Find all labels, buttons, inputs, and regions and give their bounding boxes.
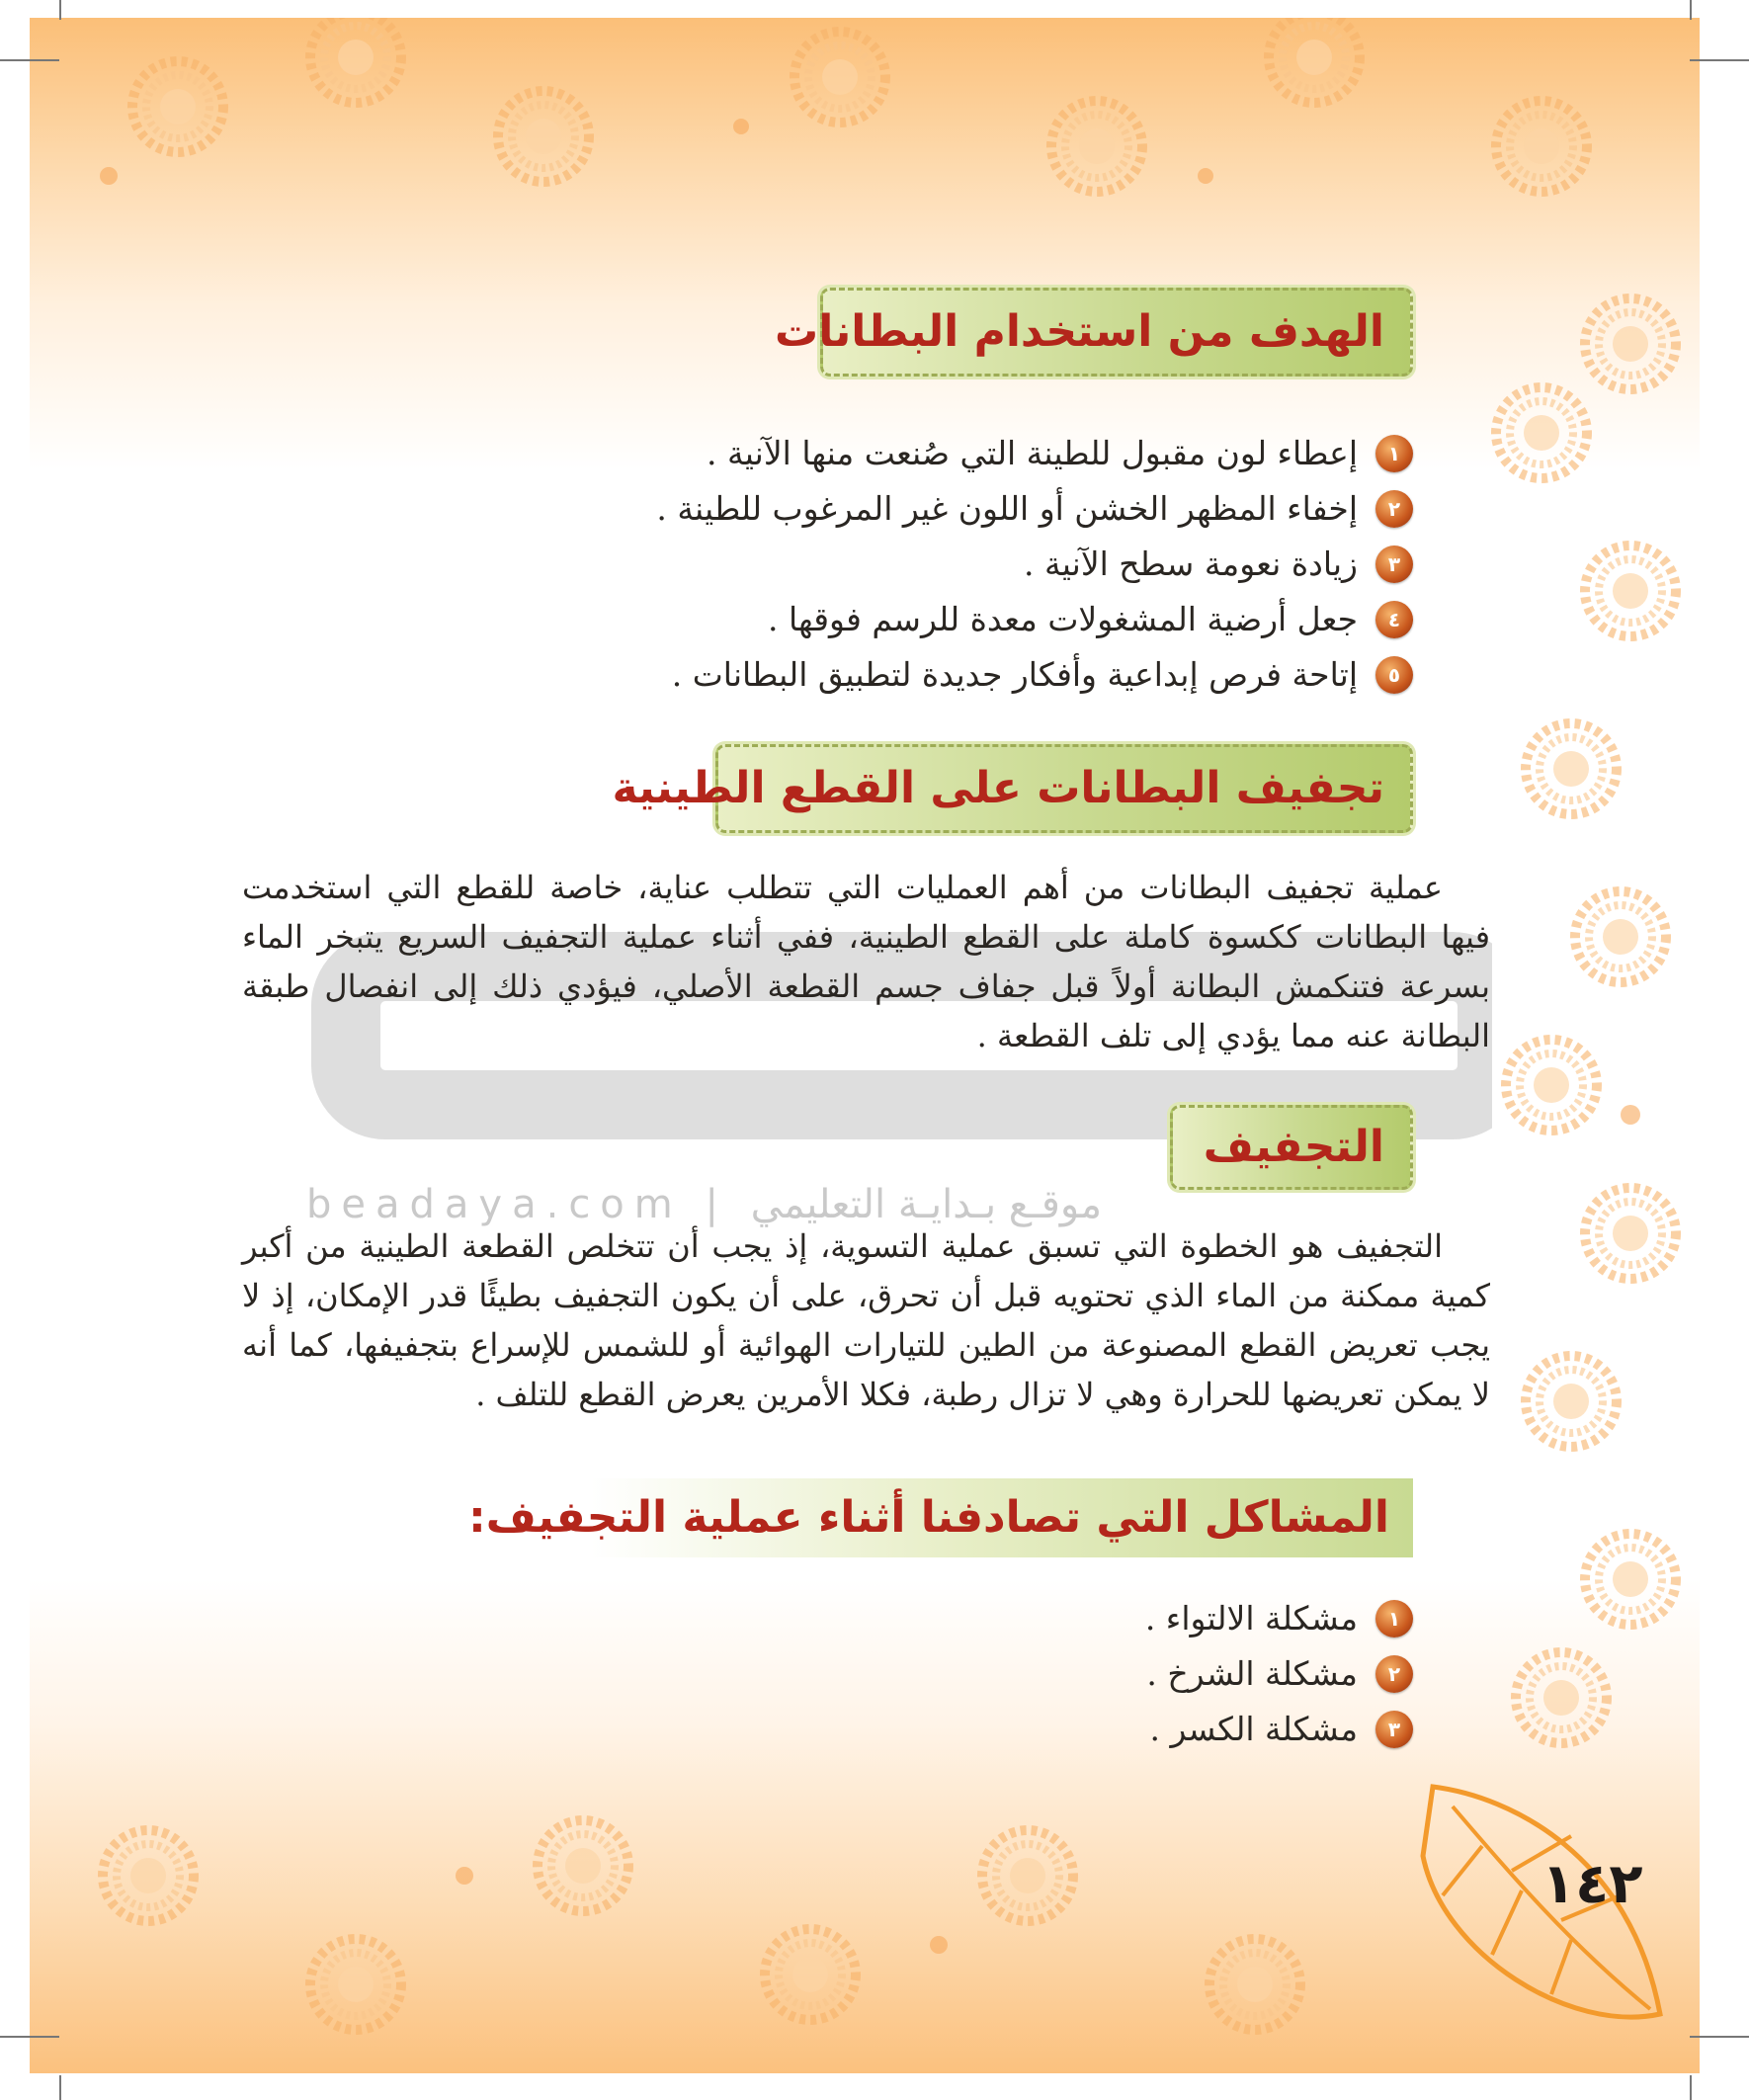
problems-heading-banner: [468, 1478, 1413, 1557]
number-badge-icon: ٥: [1375, 656, 1413, 694]
list-item-text: مشكلة الالتواء .: [1144, 1599, 1358, 1638]
crop-mark: [59, 0, 61, 20]
number-badge-icon: ٢: [1375, 490, 1413, 528]
paragraph-text: عملية تجفيف البطانات من أهم العمليات التي تتطلب عناية، خاصة للقطع التي استخدمت فيها البطانات ككسوة كاملة على القطع الطينية، ففي أثناء عملية التجفيف السريع يتبخر الماء بسرعة فتنكمش البطانة أولاً قبل جفاف جسم القطعة الأصلي، فيؤدي ذلك إلى انفصال طبقة البطانة عنه مما يؤدي إلى تلف القطعة .: [242, 869, 1490, 1054]
watermark-url: beadaya.com | موقـع بـدايـة التعليمي: [306, 1182, 1103, 1227]
drying-paragraph: [242, 1221, 1490, 1419]
list-item-text: جعل أرضية المشغولات معدة للرسم فوقها .: [768, 600, 1358, 638]
drying-heading: التجفيف: [1203, 1122, 1384, 1172]
crop-mark: [1690, 2036, 1749, 2038]
problems-heading: المشاكل التي تصادفنا أثناء عملية التجفيف:: [468, 1492, 1389, 1543]
number-badge-icon: ٣: [1375, 546, 1413, 583]
drying-heading-banner: [1170, 1105, 1413, 1190]
list-item-text: مشكلة الشرخ .: [1146, 1654, 1358, 1693]
list-item-text: إخفاء المظهر الخشن أو اللون غير المرغوب للطينة .: [656, 489, 1358, 528]
crop-mark: [1690, 59, 1749, 61]
goal-heading-banner: [775, 288, 1413, 377]
drying-slips-paragraph: [242, 863, 1490, 1060]
number-badge-icon: ٣: [1375, 1711, 1413, 1748]
list-item-text: مشكلة الكسر .: [1149, 1710, 1358, 1748]
textbook-page: [30, 18, 1700, 2073]
number-badge-icon: ٢: [1375, 1655, 1413, 1693]
crop-mark: [0, 59, 59, 61]
list-item-text: إتاحة فرص إبداعية وأفكار جديدة لتطبيق البطانات .: [671, 655, 1358, 694]
list-item: [1145, 1591, 1413, 1646]
list-item: [656, 647, 1413, 703]
list-item-text: زيادة نعومة سطح الآنية .: [1024, 545, 1358, 583]
list-item: [656, 592, 1413, 647]
page-number: ١٤٢: [1541, 1852, 1643, 1916]
goal-heading: الهدف من استخدام البطانات: [775, 306, 1384, 357]
crop-mark: [0, 2036, 59, 2038]
list-item: [656, 481, 1413, 537]
goal-list: [656, 426, 1413, 703]
list-item: [656, 537, 1413, 592]
crop-mark: [59, 2075, 61, 2100]
number-badge-icon: ١: [1375, 435, 1413, 472]
list-item-text: إعطاء لون مقبول للطينة التي صُنعت منها الآنية .: [707, 434, 1358, 472]
list-item: [656, 426, 1413, 481]
list-item: [1145, 1702, 1413, 1757]
paragraph-text: التجفيف هو الخطوة التي تسبق عملية التسوية، إذ يجب أن تتخلص القطعة الطينية من أكبر كمية ممكنة من الماء الذي تحتويه قبل أن تحرق، على أن يكون التجفيف بطيئًا قدر الإمكان، إذ لا يجب تعريض القطع المصنوعة من الطين للتيارات الهوائية أو للشمس للإسراع بتجفيفها، كما أنه لا يمكن تعريضها للحرارة وهي لا تزال رطبة، فكلا الأمرين يعرض القطع للتلف .: [242, 1227, 1490, 1413]
list-item: [1145, 1646, 1413, 1702]
crop-mark: [1690, 0, 1692, 20]
crop-mark: [1690, 2075, 1692, 2100]
drying-slips-heading-banner: [612, 744, 1413, 833]
problems-list: [1145, 1591, 1413, 1757]
drying-slips-heading: تجفيف البطانات على القطع الطينية: [612, 763, 1384, 813]
number-badge-icon: ٤: [1375, 601, 1413, 638]
number-badge-icon: ١: [1375, 1600, 1413, 1638]
